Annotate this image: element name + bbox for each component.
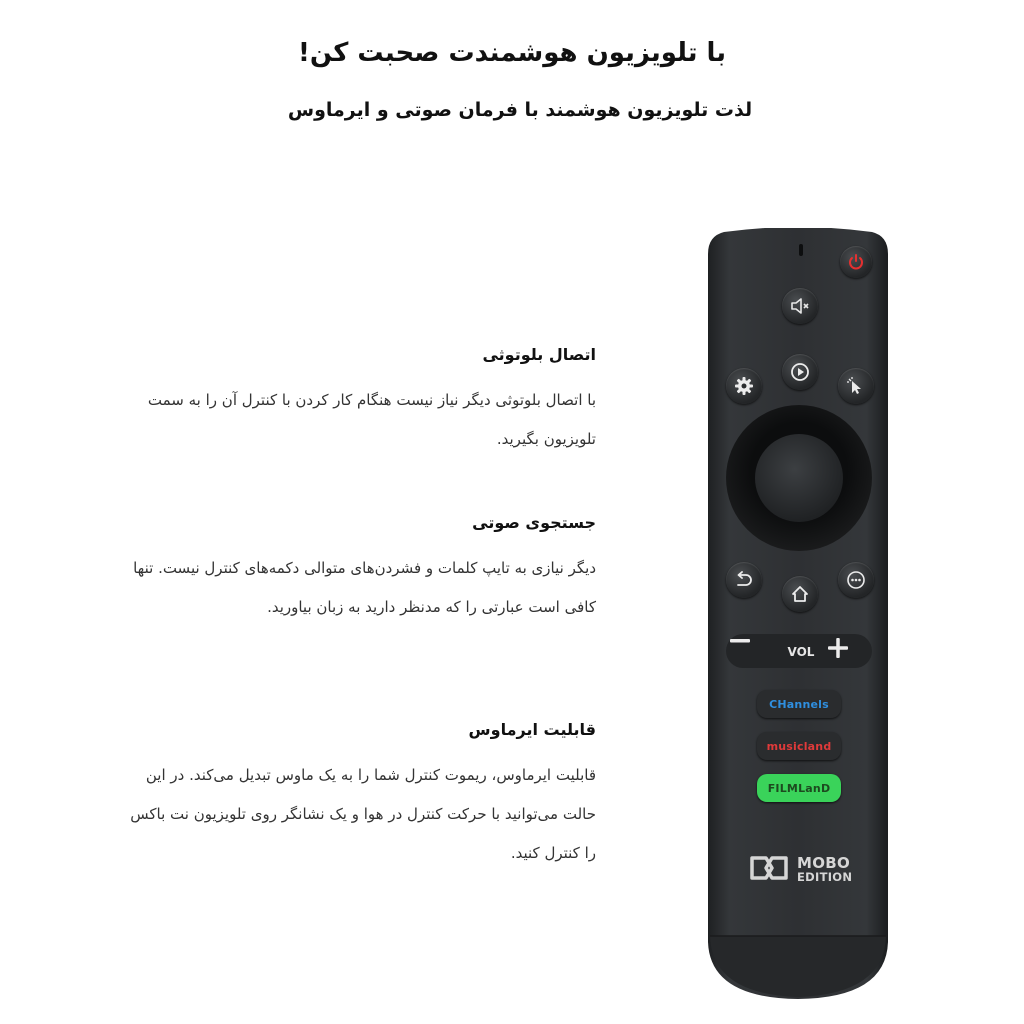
air-mouse-button[interactable] <box>838 368 874 404</box>
plus-icon <box>828 638 848 658</box>
back-button[interactable] <box>726 562 762 598</box>
settings-icon <box>734 376 754 396</box>
feature-title: قابلیت ایرماوس <box>468 720 596 739</box>
air-mouse-icon <box>846 376 866 396</box>
channels-label: CHannels <box>769 697 829 711</box>
musicland-label: musicland <box>766 739 832 753</box>
menu-icon <box>846 570 866 590</box>
play-button[interactable] <box>782 354 818 390</box>
filmland-button[interactable] <box>757 774 841 802</box>
home-icon <box>790 584 810 604</box>
page-subtitle: لذت تلویزیون هوشمند با فرمان صوتی و ایرماوس <box>287 99 753 121</box>
play-icon <box>790 362 810 382</box>
remote-control-image <box>706 228 890 1000</box>
feature-air-mouse <box>130 715 596 873</box>
minus-icon <box>730 638 750 644</box>
power-icon <box>847 253 865 271</box>
feature-description: دیگر نیازی به تایپ کلمات و فشردن‌های متوالی دکمه‌های کنترل نیست. تنها کافی است عبارتی را که مدنظر دارید به زبان بیاورید. <box>133 559 596 616</box>
mobo-logo-icon <box>748 854 790 882</box>
menu-button[interactable] <box>838 562 874 598</box>
volume-up-button[interactable] <box>828 638 870 666</box>
ok-button[interactable] <box>755 434 843 522</box>
feature-description: قابلیت ایرماوس، ریموت کنترل شما را به یک ماوس تبدیل می‌کند. در این حالت می‌توانید با حرکت کنترل در هوا و یک نشانگر روی تلویزیون نت باکس را کنترل کنید. <box>130 766 596 862</box>
settings-button[interactable] <box>726 368 762 404</box>
mute-button[interactable] <box>782 288 818 324</box>
feature-voice-search <box>130 508 596 627</box>
filmland-label: FILMLanD <box>767 781 831 795</box>
mute-icon <box>790 297 810 315</box>
power-button[interactable] <box>840 246 872 278</box>
channels-button[interactable] <box>757 690 841 718</box>
musicland-button[interactable] <box>757 732 841 760</box>
remote-body <box>706 228 890 1000</box>
feature-title: جستجوی صوتی <box>472 513 596 532</box>
volume-down-button[interactable] <box>730 638 772 666</box>
back-icon <box>734 571 754 589</box>
feature-description: با اتصال بلوتوثی دیگر نیاز نیست هنگام کار کردن با کنترل آن را به سمت تلویزیون بگیرید. <box>147 391 596 448</box>
feature-title: اتصال بلوتوثی <box>482 345 596 364</box>
logo-line-1: MOBO <box>797 854 851 872</box>
home-button[interactable] <box>782 576 818 612</box>
logo-line-2: EDITION <box>797 870 853 884</box>
volume-label: VOL <box>787 645 815 659</box>
mobo-logo-text <box>797 856 867 884</box>
feature-bluetooth <box>130 340 596 459</box>
page-title: با تلویزیون هوشمندت صحبت کن! <box>297 38 727 68</box>
